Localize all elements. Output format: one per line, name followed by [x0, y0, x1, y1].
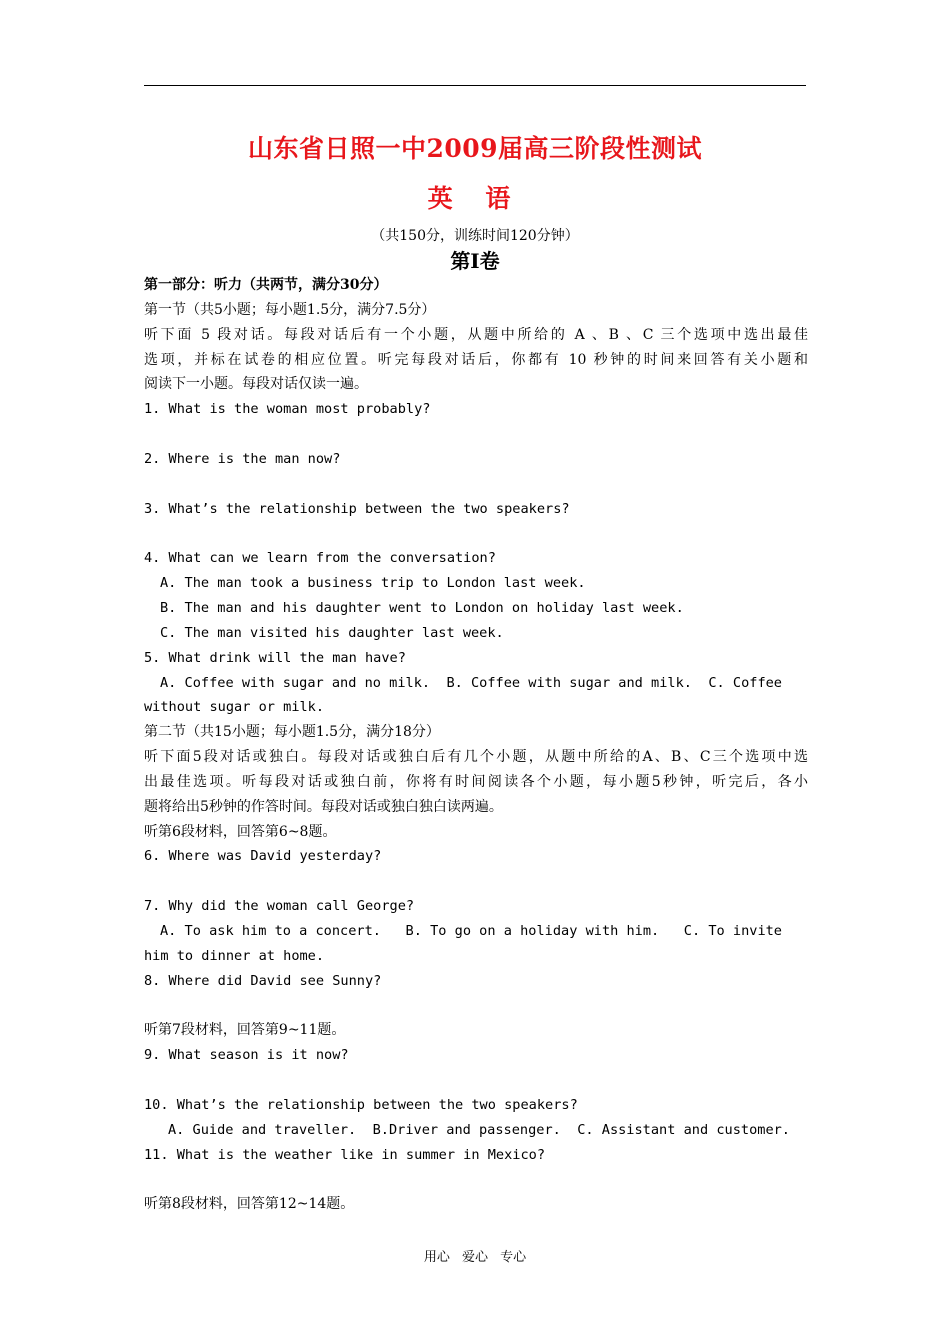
exam-title: 山东省日照一中2009届高三阶段性测试 — [247, 134, 703, 163]
volume-heading: 第Ⅰ卷 — [450, 249, 500, 273]
question-options: A. Guide and traveller. B.Driver and passenger. C. Assistant and customer. — [168, 1121, 790, 1138]
exam-subject: 英 语 — [427, 184, 523, 213]
question-stem: 1. What is the woman most probably? — [144, 401, 431, 418]
question-options-cont: without sugar or milk. — [144, 699, 325, 716]
passage-heading: 听第6段材料，回答第6~8题。 — [144, 823, 337, 840]
page-footer: 用心 爱心 专心 — [423, 1250, 527, 1265]
question-options — [144, 993, 808, 1018]
passage-heading: 听第8段材料，回答第12~14题。 — [144, 1196, 355, 1213]
question-options — [144, 521, 808, 546]
question-options: A. To ask him to a concert. B. To go on a holiday with him. C. To invite — [160, 922, 782, 939]
exam-content — [144, 273, 808, 1217]
header-rule — [144, 85, 806, 86]
option-c: C. The man visited his daughter last week. — [160, 624, 504, 641]
option-a: A. The man took a business trip to London last week. — [160, 575, 586, 592]
section2-instruction: 题将给出5秒钟的作答时间。每段对话或独白独白读两遍。 — [144, 798, 503, 815]
question-stem: 6. Where was David yesterday? — [144, 848, 382, 865]
section2-heading: 第二节（共15小题；每小题1.5分，满分18分） — [144, 724, 440, 741]
question-stem: 11. What is the weather like in summer in Mexico? — [144, 1146, 546, 1163]
section2-instruction: 听下面5段对话或独白。每段对话或独白后有几个小题，从题中所给的A、B、C三个选项中选 — [144, 749, 808, 766]
question-options — [144, 869, 808, 894]
question-options: A. Coffee with sugar and no milk. B. Coffee with sugar and milk. C. Coffee — [160, 674, 782, 691]
part1-heading: 第一部分：听力（共两节，满分30分） — [144, 277, 388, 293]
section1-heading: 第一节（共5小题；每小题1.5分，满分7.5分） — [144, 301, 436, 318]
question-stem: 5. What drink will the man have? — [144, 649, 406, 666]
question-stem: 7. Why did the woman call George? — [144, 898, 415, 915]
question-options — [144, 472, 808, 497]
question-stem: 8. Where did David see Sunny? — [144, 972, 382, 989]
question-options — [144, 1167, 808, 1192]
option-b: B. The man and his daughter went to London on holiday last week. — [160, 599, 684, 616]
question-stem: 10. What’s the relationship between the two speakers? — [144, 1096, 578, 1113]
section1-instruction: 听下面 5 段对话。每段对话后有一个小题，从题中所给的 A 、B 、C 三个选项中选出最佳 — [144, 326, 808, 343]
passage-heading: 听第7段材料，回答第9~11题。 — [144, 1022, 346, 1039]
question-stem: 2. Where is the man now? — [144, 450, 341, 467]
section2-instruction: 出最佳选项。听每段对话或独白前，你将有时间阅读各个小题，每小题5秒钟，听完后，各小 — [144, 773, 808, 790]
exam-info: （共150分，训练时间120分钟） — [371, 228, 579, 244]
section1-instruction: 选项，并标在试卷的相应位置。听完每段对话后，你都有 10 秒钟的时间来回答有关小题和 — [144, 351, 808, 368]
question-options — [144, 422, 808, 447]
question-stem: 4. What can we learn from the conversation? — [144, 550, 496, 567]
question-options-cont: him to dinner at home. — [144, 947, 325, 964]
question-options — [144, 1068, 808, 1093]
question-stem: 3. What’s the relationship between the two speakers? — [144, 500, 570, 517]
section1-instruction: 阅读下一小题。每段对话仅读一遍。 — [144, 376, 368, 393]
question-stem: 9. What season is it now? — [144, 1047, 349, 1064]
